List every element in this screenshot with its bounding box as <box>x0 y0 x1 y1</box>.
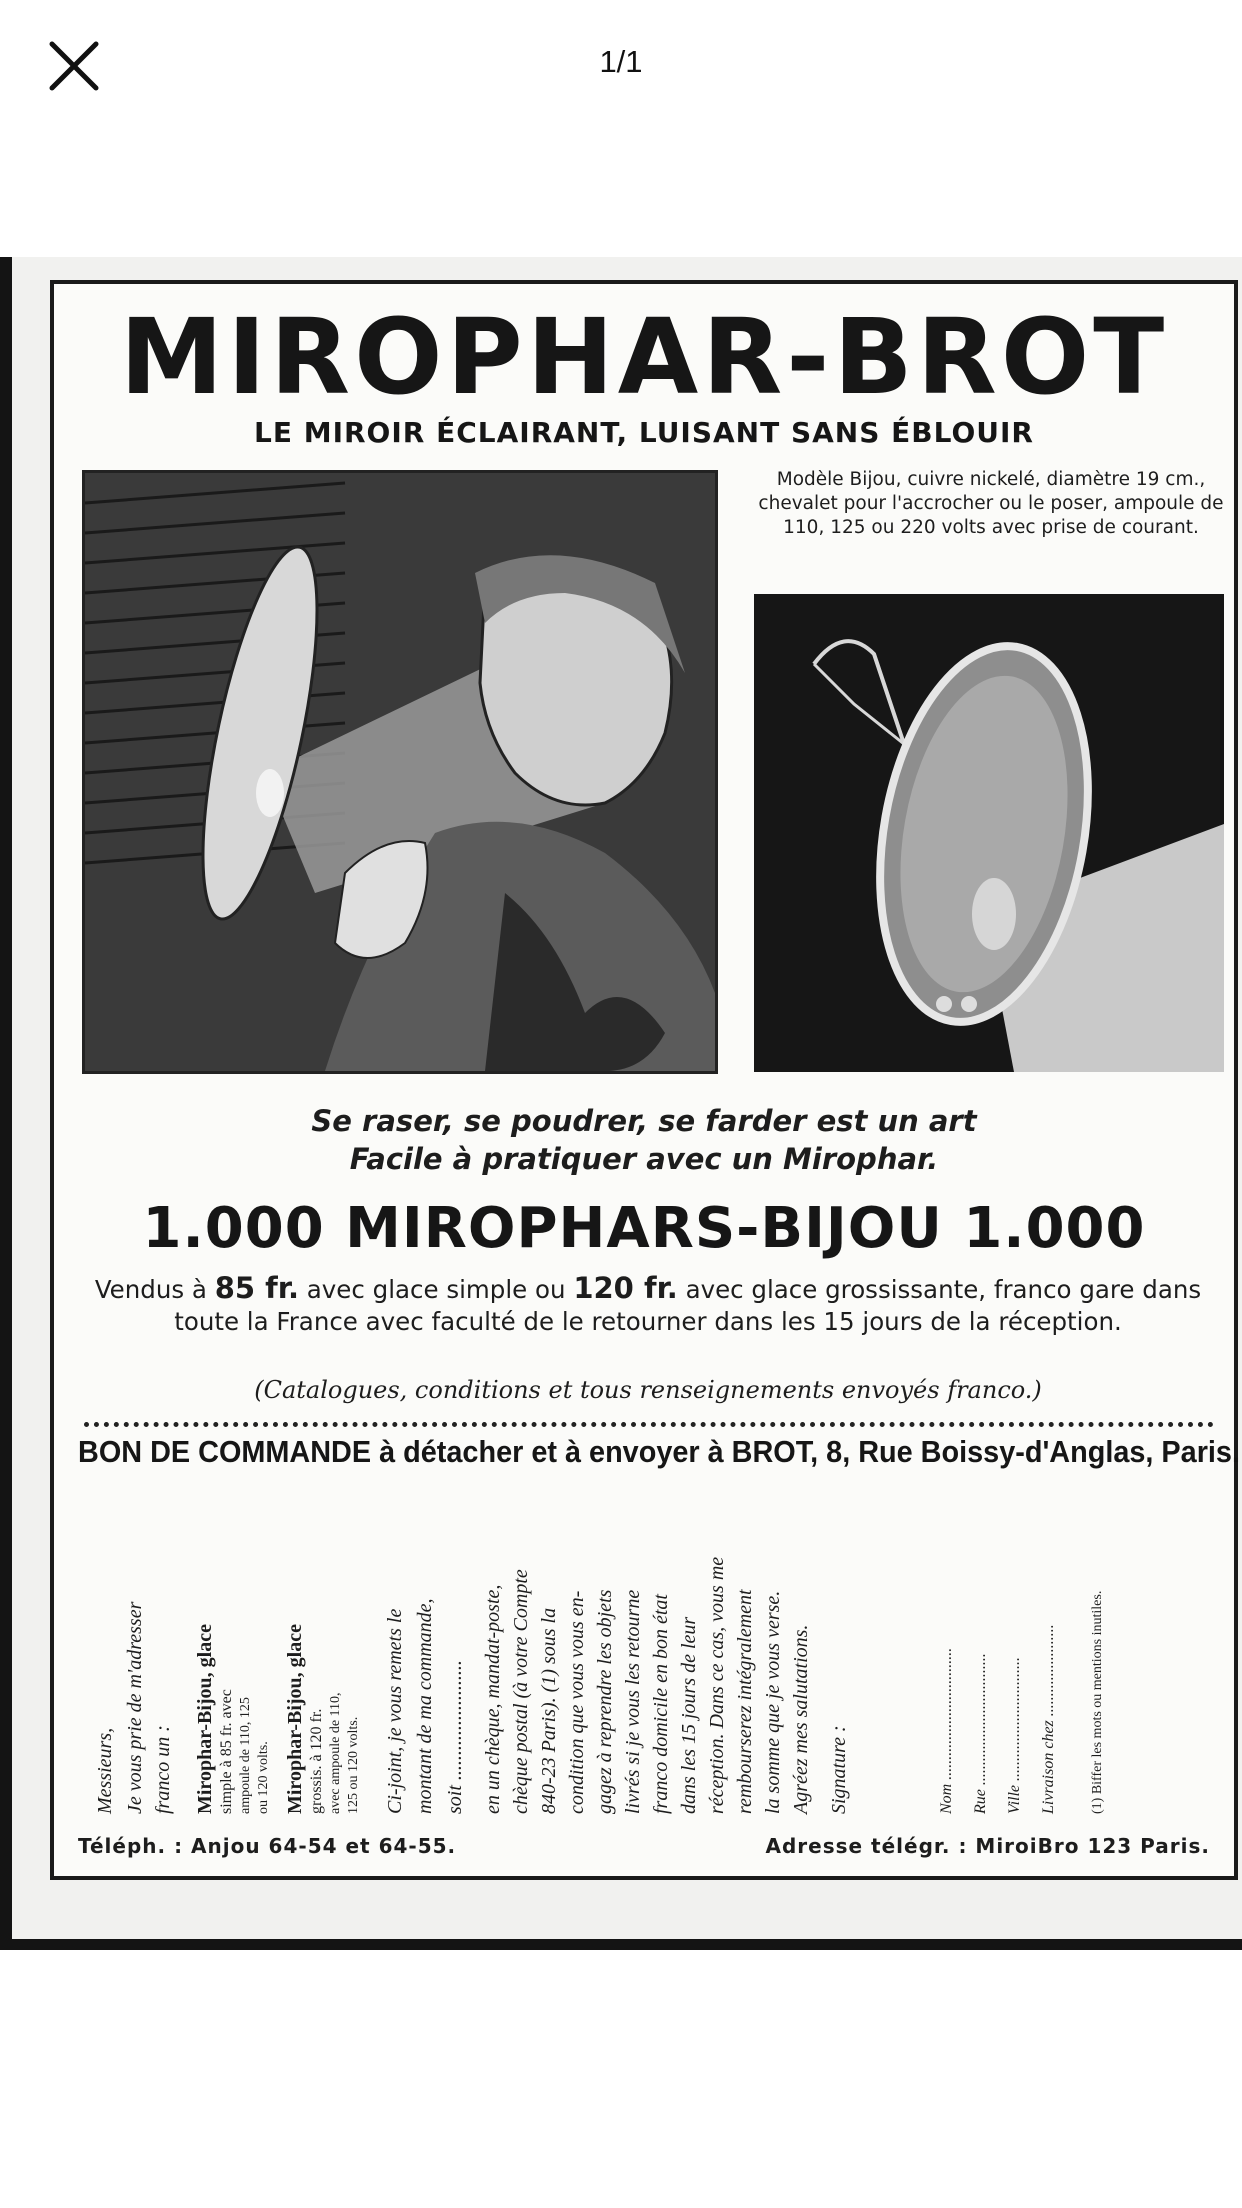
city-field[interactable] <box>1006 1514 1032 1814</box>
footer-telegraph: Adresse télégr. : MiroiBro 123 Paris. <box>765 1834 1210 1858</box>
form-col <box>482 1514 508 1814</box>
tagline-line-2: Facile à pratiquer avec un Mirophar. <box>349 1142 939 1176</box>
order-form-heading: BON DE COMMANDE à détacher et à envoyer à BROT, 8, Rue Boissy-d'Anglas, Paris. <box>78 1434 1240 1469</box>
form-col <box>828 1514 854 1814</box>
illustration-woman-mirror <box>82 470 718 1074</box>
street-field-label: Rue ................................. <box>972 1653 989 1814</box>
form-col <box>238 1514 256 1814</box>
form-line: avec ampoule de 110, <box>328 1692 343 1814</box>
form-line: Agréez mes salutations. <box>790 1624 812 1814</box>
form-line: en un chèque, mandat-poste, <box>482 1584 504 1814</box>
price-sold-at: Vendus à <box>94 1275 207 1304</box>
footnote-text: (1) Biffer les mots ou mentions inutiles. <box>1090 1590 1105 1814</box>
form-col <box>256 1514 274 1814</box>
form-col <box>538 1514 564 1814</box>
form-col <box>194 1514 216 1814</box>
form-col <box>218 1514 238 1814</box>
mirror-product-illustration <box>754 594 1224 1072</box>
model-description: Modèle Bijou, cuivre nickelé, diamètre 19 cm., chevalet pour l'accrocher ou le poser, ampoule de 110, 125 ou 220 volts avec prise de courant. <box>758 469 1224 538</box>
form-line: soit ........................ <box>444 1660 466 1814</box>
form-line: Ci-joint, je vous remets le <box>384 1608 406 1814</box>
form-line: ampoule de 110, 125 <box>238 1697 253 1814</box>
form-col <box>510 1514 536 1814</box>
price-mid: avec glace simple ou <box>306 1275 566 1304</box>
order-form <box>78 1494 1218 1824</box>
page-indicator: 1/1 <box>599 44 643 79</box>
form-line: livrés si je vous les retourne <box>622 1589 644 1814</box>
viewer-top-bar <box>0 0 1242 140</box>
form-footnote <box>1090 1514 1110 1814</box>
form-col <box>594 1514 620 1814</box>
city-field-label: Ville ............................... <box>1006 1656 1023 1814</box>
form-col <box>284 1514 306 1814</box>
form-line: réception. Dans ce cas, vous me <box>706 1556 728 1814</box>
close-icon <box>44 36 104 96</box>
form-line: la somme que je vous verse. <box>762 1590 784 1814</box>
form-col <box>650 1514 676 1814</box>
form-col <box>444 1514 472 1814</box>
form-col <box>124 1514 150 1814</box>
tear-off-line <box>84 1422 1214 1427</box>
form-col <box>152 1514 178 1814</box>
tagline <box>174 1102 1114 1178</box>
illustration-mirror-product <box>754 594 1224 1072</box>
form-line: 840-23 Paris). (1) sous la <box>538 1607 560 1814</box>
form-col <box>706 1514 732 1814</box>
delivery-field[interactable] <box>1040 1514 1066 1814</box>
form-col <box>622 1514 648 1814</box>
delivery-field-label: Livraison chez ....................... <box>1040 1624 1057 1814</box>
woman-with-mirror-illustration <box>85 473 715 1071</box>
form-line: Mirophar-Bijou, glace <box>284 1624 306 1814</box>
price-text <box>78 1272 1218 1338</box>
price-rest: avec glace grossissante, franco gare dans toute la France avec faculté de le retourner dans les 15 jours de la réception. <box>174 1275 1202 1336</box>
form-line: Mirophar-Bijou, glace <box>194 1624 216 1814</box>
form-line: rembourserez intégralement <box>734 1589 756 1814</box>
brand-headline: MIROPHAR-BROT <box>119 296 1169 418</box>
tagline-line-1: Se raser, se poudrer, se farder est un art <box>311 1104 977 1138</box>
form-col <box>734 1514 760 1814</box>
form-line: franco domicile en bon état <box>650 1594 672 1814</box>
form-line: dans les 15 jours de leur <box>678 1616 700 1814</box>
price-magnifying: 120 fr. <box>573 1271 678 1305</box>
form-col <box>308 1514 328 1814</box>
name-field-label: Nom ................................. <box>938 1647 955 1814</box>
form-line: grossis. à 120 fr. <box>308 1708 325 1814</box>
name-field[interactable] <box>938 1514 964 1814</box>
form-line: 125 ou 120 volts. <box>346 1716 361 1814</box>
street-field[interactable] <box>972 1514 998 1814</box>
form-col <box>566 1514 592 1814</box>
catalogues-note: (Catalogues, conditions et tous renseignements envoyés franco.) <box>254 1376 1042 1404</box>
form-line: simple à 85 fr. avec <box>218 1689 235 1814</box>
form-col <box>384 1514 412 1814</box>
form-col <box>346 1514 364 1814</box>
footer-phone: Téléph. : Anjou 64-54 et 64-55. <box>78 1834 457 1858</box>
advertisement <box>50 280 1238 1880</box>
slogan: LE MIROIR ÉCLAIRANT, LUISANT SANS ÉBLOUIR <box>254 416 1034 449</box>
form-line: chèque postal (à votre Compte <box>510 1569 532 1814</box>
form-line: franco un : <box>152 1725 174 1814</box>
form-col <box>328 1514 346 1814</box>
form-line: Je vous prie de m'adresser <box>124 1601 146 1814</box>
close-button[interactable] <box>44 36 104 96</box>
form-col <box>94 1514 124 1814</box>
form-col <box>790 1514 816 1814</box>
form-col <box>414 1514 442 1814</box>
form-line: montant de ma commande, <box>414 1598 436 1814</box>
form-line: ou 120 volts. <box>256 1741 271 1814</box>
form-line: Messieurs, <box>94 1727 116 1814</box>
form-col <box>762 1514 788 1814</box>
price-simple: 85 fr. <box>214 1271 299 1305</box>
form-line: condition que vous vous en- <box>566 1590 588 1814</box>
form-line: gagez à reprendre les objets <box>594 1589 616 1814</box>
signature-label: Signature : <box>828 1725 850 1814</box>
form-col <box>678 1514 704 1814</box>
offer-headline: 1.000 MIROPHARS-BIJOU 1.000 <box>142 1196 1146 1261</box>
